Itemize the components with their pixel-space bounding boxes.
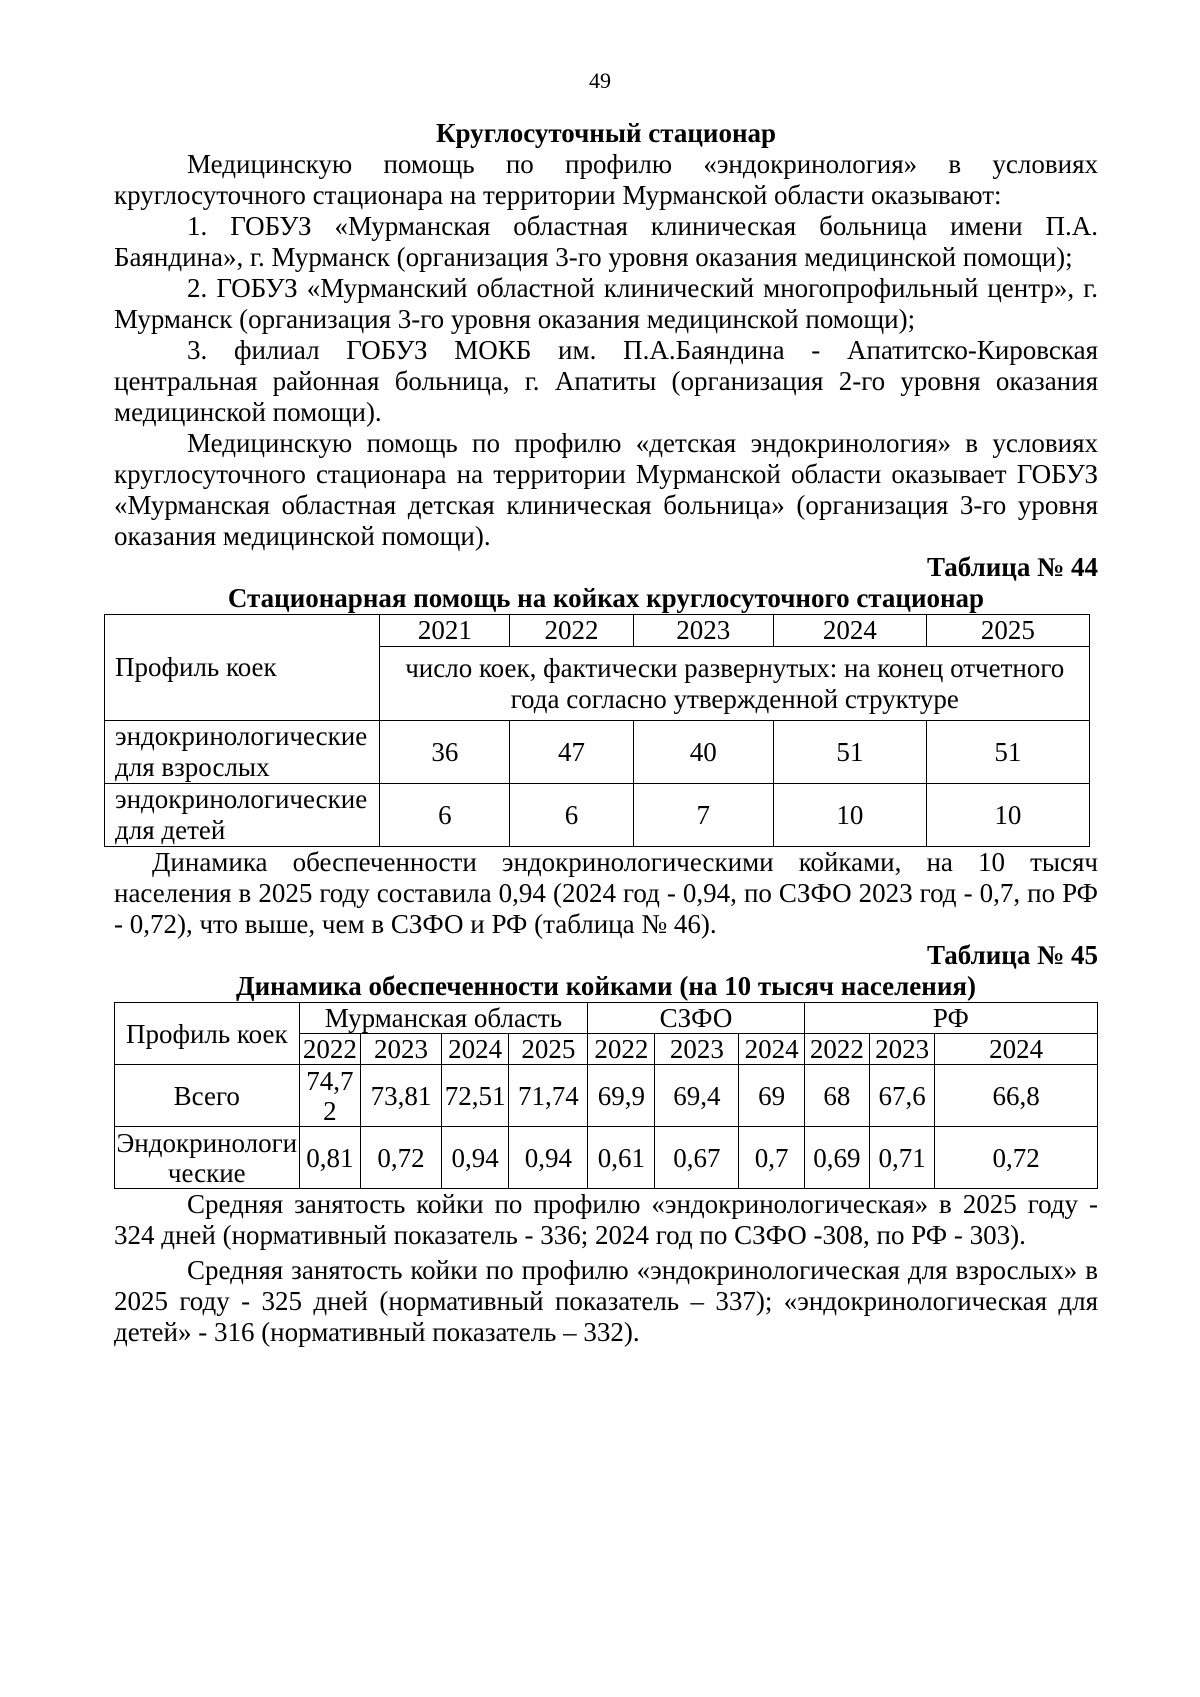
table-cell: 51 — [773, 721, 926, 784]
year-header: 2024 — [441, 1034, 509, 1065]
year-header: 2022 — [804, 1034, 869, 1065]
table-45-number: Таблица № 45 — [926, 940, 1098, 970]
paragraph: Медицинскую помощь по профилю «детская эндокринология» в условиях круглосуточного стационара на территории Мурманской области оказывает ГОБУЗ «Мурманская областная детская клиническая больница» (организация 3-го уровня оказания медицинской помощи). — [114, 428, 1098, 551]
table-cell: 69,4 — [655, 1065, 739, 1127]
year-header: 2022 — [510, 615, 633, 647]
page-body — [114, 118, 1098, 1348]
table-44-number: Таблица № 44 — [926, 552, 1098, 582]
table-cell: 74,72 — [299, 1065, 361, 1127]
table-45 — [114, 1002, 1098, 1189]
year-header: 2023 — [361, 1034, 442, 1065]
table-cell: 36 — [380, 721, 510, 784]
table-cell: 0,69 — [804, 1127, 869, 1189]
table-cell: 67,6 — [869, 1065, 934, 1127]
table-cell: 10 — [773, 784, 926, 847]
table-cell: 10 — [926, 784, 1089, 847]
year-header: 2025 — [509, 1034, 588, 1065]
table-cell: 72,51 — [441, 1065, 509, 1127]
group-header: СЗФО — [588, 1003, 804, 1034]
year-header: 2023 — [633, 615, 773, 647]
year-header: 2025 — [926, 615, 1089, 647]
table-cell: 71,74 — [509, 1065, 588, 1127]
table-cell: 0,67 — [655, 1127, 739, 1189]
table-cell: 0,94 — [509, 1127, 588, 1189]
table-cell: 0,61 — [588, 1127, 655, 1189]
table-cell: 0,7 — [739, 1127, 804, 1189]
page-number: 49 — [589, 68, 611, 93]
list-item: 3. филиал ГОБУЗ МОКБ им. П.А.Баяндина - Апатитско-Кировская центральная районная больница, г. Апатиты (организация 2-го уровня оказания медицинской помощи). — [114, 335, 1098, 427]
table-cell: 51 — [926, 721, 1089, 784]
year-header: 2024 — [773, 615, 926, 647]
section-title: Круглосуточный стационар — [435, 118, 777, 148]
table-row — [115, 1065, 1098, 1127]
table-45-title: Динамика обеспеченности койками (на 10 тысяч населения) — [236, 971, 976, 1001]
table-cell: 73,81 — [361, 1065, 442, 1127]
year-header: 2024 — [739, 1034, 804, 1065]
table-cell: 69,9 — [588, 1065, 655, 1127]
table-cell: 68 — [804, 1065, 869, 1127]
table-cell: 47 — [510, 721, 633, 784]
row-label: Всего — [115, 1065, 300, 1127]
row-label: Эндокринологические — [116, 1127, 298, 1188]
row-label: эндокринологические для взрослых — [105, 721, 380, 784]
list-item: 1. ГОБУЗ «Мурманская областная клиническая больница имени П.А. Баяндина», г. Мурманск (организация 3-го уровня оказания медицинской помощи); — [114, 211, 1098, 272]
table-cell: 40 — [633, 721, 773, 784]
paragraph: Средняя занятость койки по профилю «эндокринологическая» в 2025 году - 324 дней (нормативный показатель - 336; 2024 год по СЗФО -308, по РФ - 303). — [114, 1189, 1098, 1250]
table-44-title: Стационарная помощь на койках круглосуточного стационар — [227, 583, 985, 613]
year-header: 2022 — [588, 1034, 655, 1065]
table-44 — [104, 614, 1090, 847]
year-header: 2023 — [869, 1034, 934, 1065]
year-header: 2023 — [655, 1034, 739, 1065]
table-subheader: число коек, фактически развернутых: на конец отчетного года согласно утвержденной структуре — [380, 647, 1090, 721]
paragraph: Медицинскую помощь по профилю «эндокринология» в условиях круглосуточного стационара на территории Мурманской области оказывают: — [114, 149, 1098, 210]
table-cell: 0,72 — [935, 1127, 1098, 1189]
table-cell: 0,71 — [869, 1127, 934, 1189]
table-cell: 0,72 — [361, 1127, 442, 1189]
paragraph: Средняя занятость койки по профилю «эндокринологическая для взрослых» в 2025 году - 325 дней (нормативный показатель – 337); «эндокринологическая для детей» - 316 (нормативный показатель – 332). — [114, 1255, 1098, 1347]
table-cell: 6 — [380, 784, 510, 847]
table-cell: 6 — [510, 784, 633, 847]
paragraph: Динамика обеспеченности эндокринологическими койками, на 10 тысяч населения в 2025 году составила 0,94 (2024 год - 0,94, по СЗФО 2023 год - 0,7, по РФ - 0,72), что выше, чем в СЗФО и РФ (таблица № 46). — [114, 847, 1098, 939]
list-item: 2. ГОБУЗ «Мурманский областной клинический многопрофильный центр», г. Мурманск (организация 3-го уровня оказания медицинской помощи); — [114, 273, 1098, 334]
year-header: 2021 — [380, 615, 510, 647]
table-row — [105, 784, 1090, 847]
year-header: 2022 — [299, 1034, 361, 1065]
table-cell: 0,94 — [441, 1127, 509, 1189]
row-label: эндокринологические для детей — [105, 784, 380, 847]
table-cell: 7 — [633, 784, 773, 847]
group-header: РФ — [804, 1003, 1097, 1034]
table-cell: 69 — [739, 1065, 804, 1127]
profile-header: Профиль коек — [105, 615, 380, 721]
year-header: 2024 — [935, 1034, 1098, 1065]
table-cell: 0,81 — [299, 1127, 361, 1189]
profile-header: Профиль коек — [115, 1003, 300, 1065]
group-header: Мурманская область — [299, 1003, 588, 1034]
table-row — [105, 721, 1090, 784]
table-cell: 66,8 — [935, 1065, 1098, 1127]
table-row — [115, 1127, 1098, 1189]
